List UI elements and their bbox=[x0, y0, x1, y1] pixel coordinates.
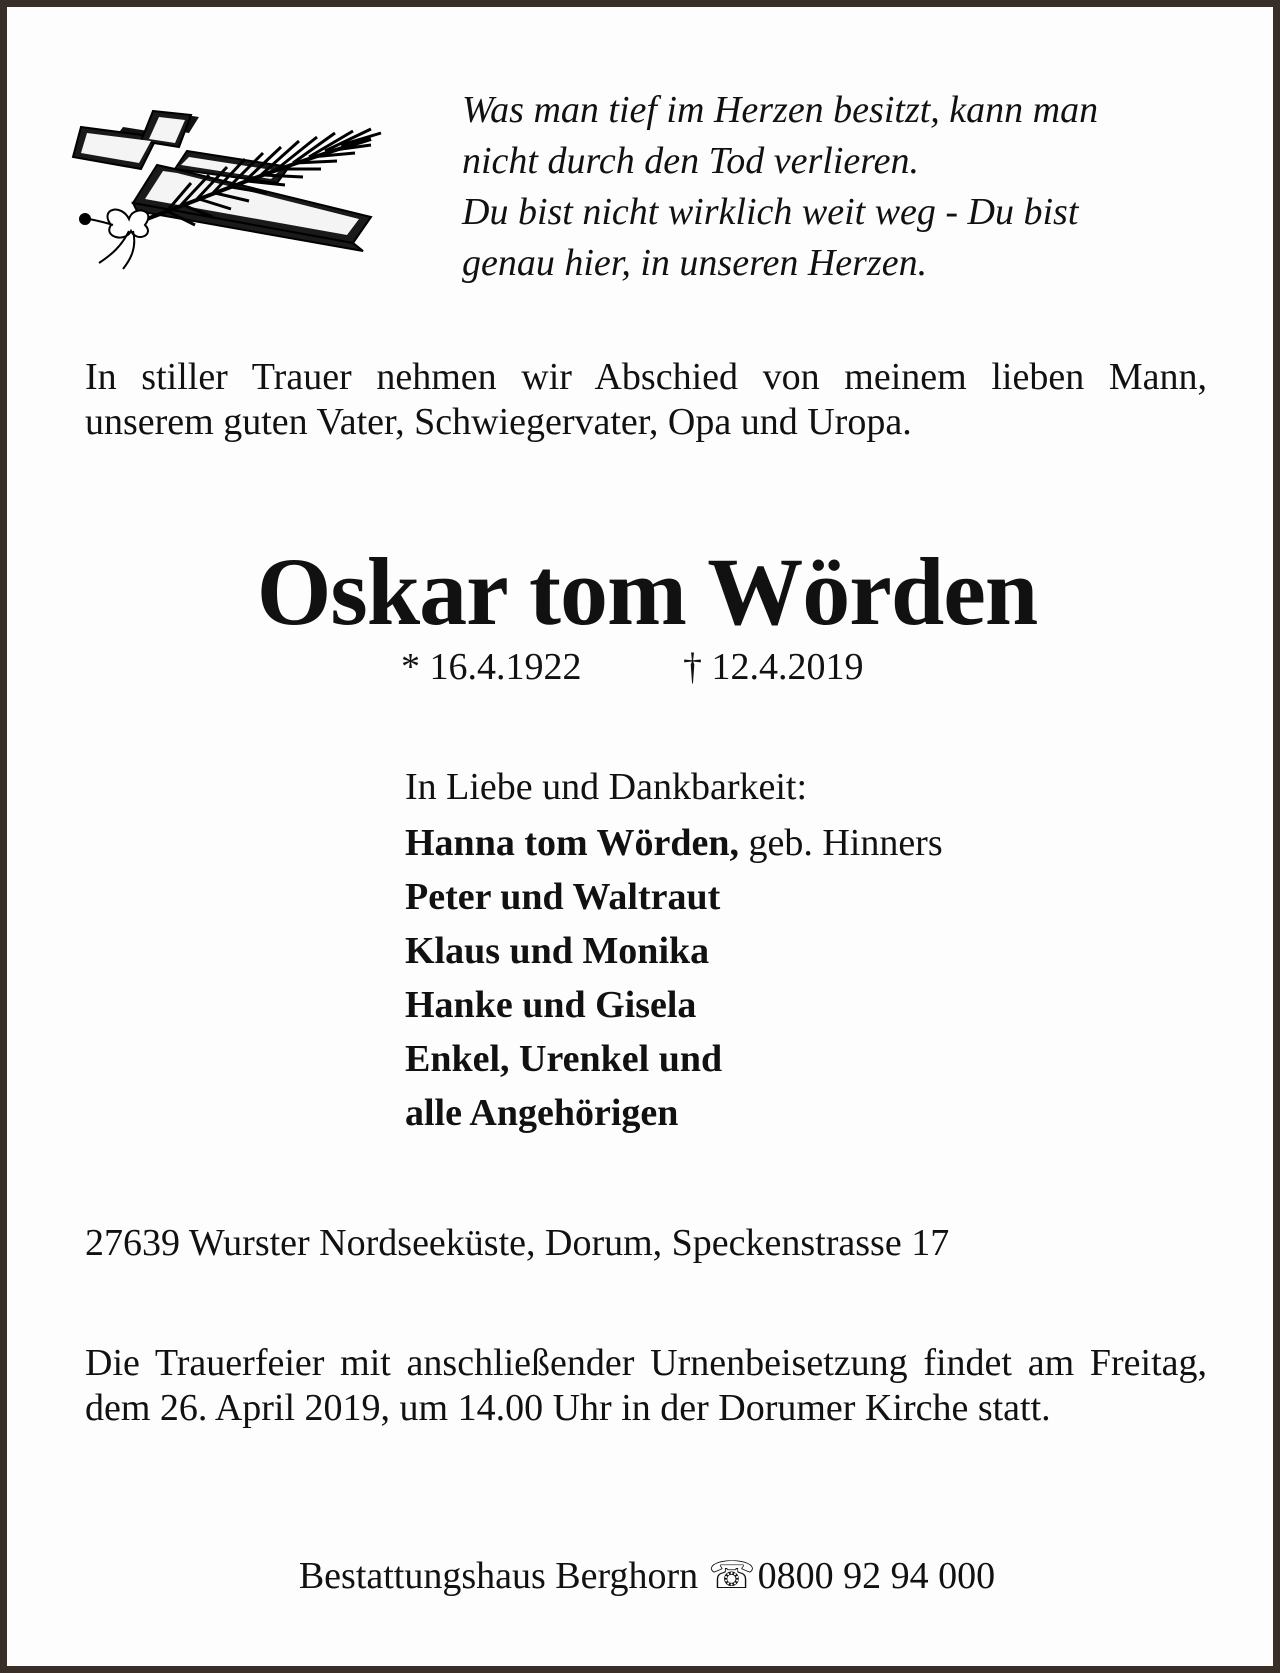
deceased-name: Oskar tom Wörden bbox=[256, 538, 1038, 645]
quote-line: Was man tief im Herzen besitzt, kann man bbox=[462, 89, 1099, 131]
quote-line: Du bist nicht wirklich weit weg - Du bist bbox=[462, 191, 1079, 233]
birth-date: * 16.4.1922 bbox=[401, 646, 582, 688]
funeral-home-name: Bestattungshaus Berghorn bbox=[298, 1555, 699, 1597]
life-dates bbox=[401, 645, 864, 689]
death-date: † 12.4.2019 bbox=[683, 646, 864, 688]
telephone-icon: ☏ bbox=[708, 1555, 756, 1597]
family-address: 27639 Wurster Nordseeküste, Dorum, Speckenstrasse 17 bbox=[85, 1222, 950, 1264]
mourners-heading: In Liebe und Dankbarkeit: bbox=[405, 766, 808, 808]
mourner-entry bbox=[405, 1032, 943, 1086]
mourner-name: Enkel, Urenkel und bbox=[405, 1038, 723, 1080]
mourner-note: geb. Hinners bbox=[738, 822, 943, 864]
mourners-list bbox=[405, 816, 943, 1140]
mourner-name: Klaus und Monika bbox=[405, 930, 710, 972]
mourner-name: Hanna tom Wörden, bbox=[405, 822, 739, 864]
funeral-home-footer bbox=[7, 1553, 1280, 1599]
mourner-entry bbox=[405, 816, 943, 870]
mourner-entry bbox=[405, 978, 943, 1032]
mourner-entry bbox=[405, 1086, 943, 1140]
funeral-home-phone: 0800 92 94 000 bbox=[757, 1555, 996, 1597]
memorial-quote bbox=[462, 85, 1222, 289]
mourner-entry bbox=[405, 870, 943, 924]
mourner-entry bbox=[405, 924, 943, 978]
intro-paragraph: In stiller Trauer nehmen wir Abschied von meinem lieben Mann, unserem guten Vater, Schwiegervater, Opa und Uropa. bbox=[85, 356, 1207, 443]
quote-line: genau hier, in unseren Herzen. bbox=[462, 242, 928, 284]
mourner-name: Peter und Waltraut bbox=[405, 876, 721, 918]
cross-with-palm-branch-icon bbox=[71, 107, 411, 277]
mourner-name: alle Angehörigen bbox=[405, 1092, 679, 1134]
mourner-name: Hanke und Gisela bbox=[405, 984, 697, 1026]
quote-line: nicht durch den Tod verlieren. bbox=[462, 140, 919, 182]
ceremony-notice: Die Trauerfeier mit anschließender Urnenbeisetzung findet am Freitag, dem 26. April 2019, um 14.00 Uhr in der Dorumer Kirche statt. bbox=[85, 1342, 1207, 1429]
mourners-block bbox=[405, 765, 943, 1140]
